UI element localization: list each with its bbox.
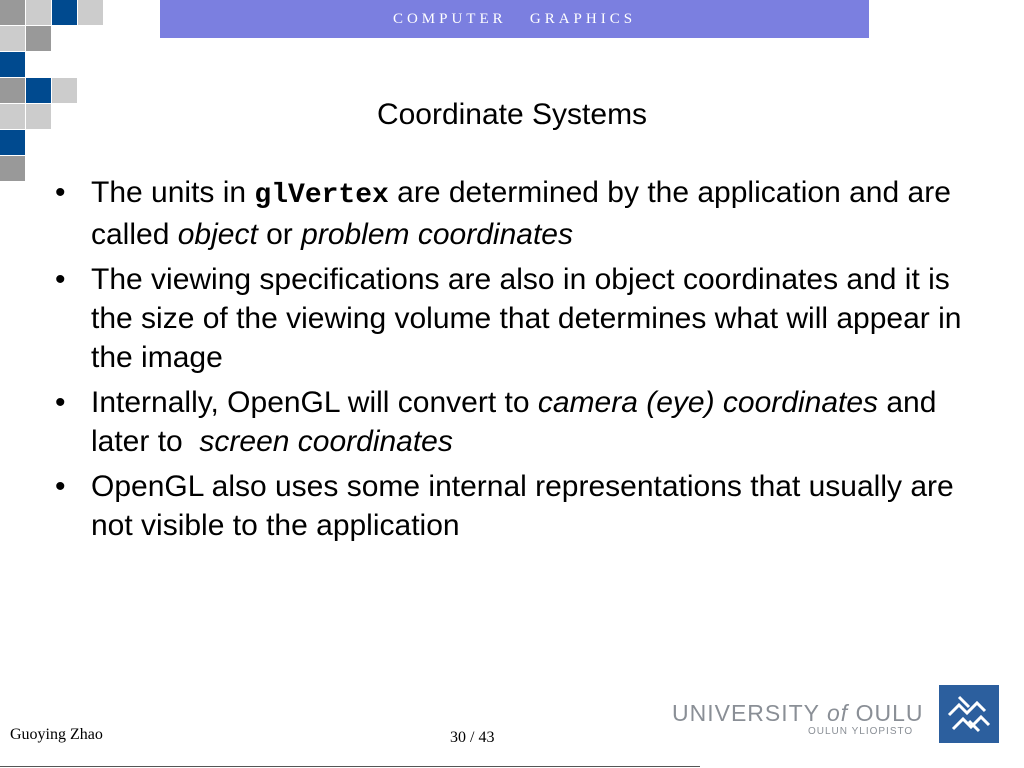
mosaic-square — [0, 26, 25, 51]
mosaic-square — [0, 52, 25, 77]
page-number: 30 / 43 — [450, 729, 495, 746]
emphasis-term: screen coordinates — [199, 425, 453, 458]
university-name-prefix: UNIVERSITY — [672, 700, 827, 726]
bullet-text: are determined by the application and are called — [91, 176, 951, 251]
bullet-marker: • — [55, 386, 66, 419]
bullet-marker: • — [55, 176, 66, 209]
university-subtitle: OULUN YLIOPISTO — [808, 726, 914, 737]
code-term: glVertex — [254, 180, 389, 211]
bullet-text: The units in — [91, 176, 255, 209]
mosaic-square — [78, 0, 103, 25]
bullet-item — [55, 467, 975, 545]
bullet-text: OpenGL also uses some internal representations that usually are not visible to the application — [91, 470, 954, 542]
bullet-marker: • — [55, 470, 66, 503]
bullet-text: and later to — [91, 386, 945, 458]
emphasis-term: camera (eye) coordinates — [537, 386, 879, 419]
footer-divider — [0, 766, 700, 767]
mosaic-square — [52, 0, 77, 25]
bullet-item — [55, 173, 975, 254]
university-name-of: of — [827, 700, 849, 726]
mosaic-square — [0, 130, 25, 155]
mosaic-square — [0, 156, 25, 181]
mosaic-square — [0, 0, 25, 25]
university-logo-icon — [939, 685, 999, 743]
bullet-text: or — [257, 218, 302, 251]
emphasis-term: problem coordinates — [301, 218, 573, 251]
header-bar — [160, 0, 869, 38]
header-title: COMPUTER GRAPHICS — [392, 10, 637, 27]
bullet-item — [55, 260, 975, 377]
emphasis-term: object — [177, 218, 258, 251]
mosaic-square — [26, 0, 51, 25]
bullet-marker: • — [55, 263, 66, 296]
slide-title: Coordinate Systems — [376, 98, 648, 131]
mosaic-square — [26, 26, 51, 51]
footer-author: Guoying Zhao — [10, 726, 103, 743]
bullet-text: Internally, OpenGL will convert to — [91, 386, 538, 419]
bullet-list — [55, 173, 975, 551]
university-name — [672, 700, 923, 727]
bullet-item — [55, 383, 975, 461]
bullet-text: The viewing specifications are also in object coordinates and it is the size of the viewing volume that determines what will appear in the image — [91, 263, 962, 374]
square-mosaic-icon — [0, 0, 110, 190]
university-name-suffix: OULU — [848, 700, 924, 726]
